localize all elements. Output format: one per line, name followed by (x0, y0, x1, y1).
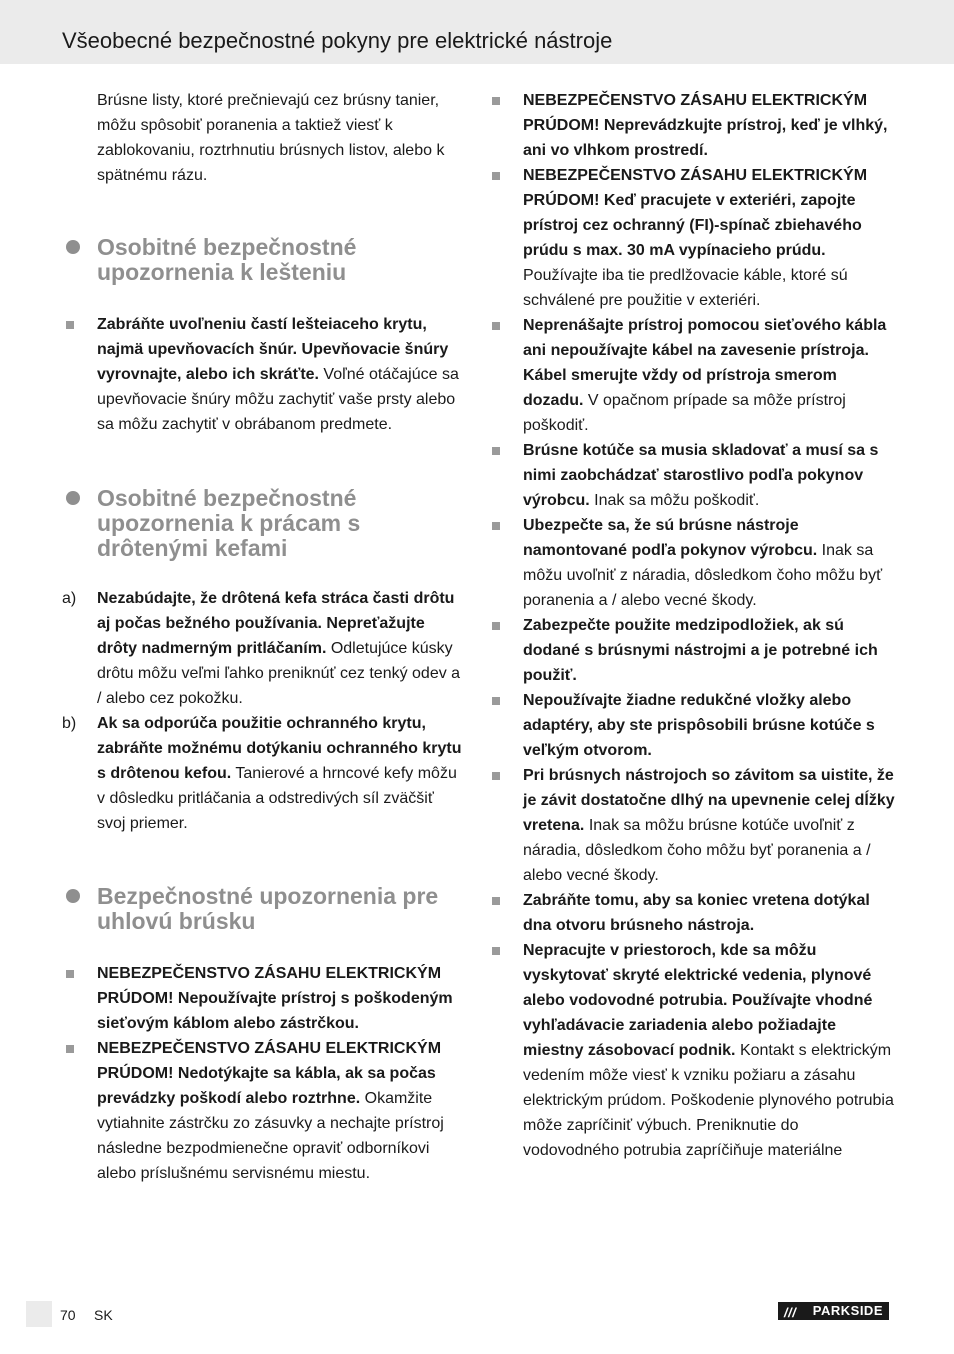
item-bold-text: NEBEZPEČENSTVO ZÁSAHU ELEKTRICKÝM PRÚDOM! Keď pracujete v exteriéri, zapojte prístroj cez ochranný (FI)-spínač zbiehavého prúdu s max. 30 mA vypínacieho prúdu. (523, 167, 868, 259)
item-bold-text: Ak sa odporúča použitie ochranného krytu, zabráňte možnému dotýkaniu ochranného krytu s drôtenou kefou. (97, 715, 462, 782)
page-number: 70 (60, 1307, 76, 1323)
item-bold-text: Pri brúsnych nástrojoch so závitom sa uistite, že je závit dostatočne dlhý na upevnenie celej dĺžky vretena. (523, 767, 895, 834)
list-item (488, 688, 898, 763)
item-bold-text: Nepoužívajte žiadne redukčné vložky alebo adaptéry, aby ste prispôsobili brúsne kotúče s veľkým otvorom. (523, 692, 875, 759)
square-bullet-icon (492, 622, 500, 630)
bullet-dot-icon (66, 491, 80, 505)
item-bold-text: Zabráňte uvoľneniu častí lešteiaceho krytu, najmä upevňovacích šnúr. Upevňovacie šnúry vyrovnajte, alebo ich skráťte. (97, 316, 449, 383)
square-bullet-icon (492, 322, 500, 330)
header-bar (0, 0, 954, 64)
heading-text: Osobitné bezpečnostné upozornenia k prácam s drôtenými kefami (97, 485, 361, 561)
right-column (488, 88, 898, 1163)
item-label: b) (62, 715, 77, 732)
item-bold-text: Ubezpečte sa, že sú brúsne nástroje namontované podľa pokynov výrobcu. (523, 517, 818, 559)
item-bold-text: NEBEZPEČENSTVO ZÁSAHU ELEKTRICKÝM PRÚDOM! Nedotýkajte sa kábla, ak sa počas prevádzky poškodí alebo roztrhne. (97, 1040, 442, 1107)
list-item (488, 88, 898, 163)
item-text: Okamžite vytiahnite zástrčku zo zásuvky a nechajte prístroj následne bezpodmienečne opraviť odborníkovi alebo príslušnému servisnému miestu. (97, 1090, 444, 1182)
logo-text: PARKSIDE (812, 1303, 883, 1318)
item-text: Inak sa môžu uvoľniť z náradia, dôsledkom čoho môžu byť poranenia a / alebo vecné škody. (523, 542, 883, 609)
item-text: Kontakt s elektrickým vedením môže viesť k vzniku požiaru a zásahu elektrickým prúdom. Poškodenie plynového potrubia môže zapríčiniť výbuch. Preniknutie do vodovodného potrubia zapríčiňuje materiálne (523, 1042, 894, 1159)
list-item (62, 961, 462, 1036)
item-bold-text: Nezabúdajte, že drôtená kefa stráca časti drôtu aj počas bežného používania. Nepreťažujte drôty nadmerným pritláčaním. (97, 590, 455, 657)
item-bold-text: Nepracujte v priestoroch, kde sa môžu vyskytovať skryté elektrické vedenia, plynové alebo vodovodné potrubia. Používajte vhodné vyhľadávacie zariadenia alebo požiadajte miestny zásobovací podnik. (523, 942, 873, 1059)
square-bullet-icon (492, 897, 500, 905)
logo-stripes-icon: /// (784, 1305, 797, 1320)
item-bold-text: NEBEZPEČENSTVO ZÁSAHU ELEKTRICKÝM PRÚDOM! Neprevádzkujte prístroj, keď je vlhký, ani vo vlhkom prostredí. (523, 92, 888, 159)
item-bold-text: Neprenášajte prístroj pomocou sieťového kábla ani nepoužívajte kábel na zavesenie prístroja. Kábel smerujte vždy od prístroja smerom dozadu. (523, 317, 887, 409)
page-title: Všeobecné bezpečnostné pokyny pre elektrické nástroje (62, 28, 613, 53)
intro-paragraph: Brúsne listy, ktoré prečnievajú cez brúsny tanier, môžu spôsobiť poranenia a taktiež viesť k zablokovaniu, roztrhnutiu brúsnych listov, alebo k spätnému rázu. (97, 92, 445, 184)
parkside-logo (778, 1302, 889, 1320)
list-item (62, 312, 462, 437)
list-item (488, 163, 898, 313)
list-item-a (62, 586, 462, 711)
footer-page-marker (26, 1301, 52, 1327)
section-heading-wire-brushes (62, 486, 462, 561)
section-heading-angle-grinder (62, 884, 462, 934)
list-item-b (62, 711, 462, 836)
square-bullet-icon (492, 772, 500, 780)
square-bullet-icon (492, 947, 500, 955)
section-heading-polishing (62, 235, 462, 285)
item-label: a) (62, 590, 77, 607)
item-text: Inak sa môžu brúsne kotúče uvoľniť z náradia, dôsledkom čoho môžu byť poranenia a / alebo vecné škody. (523, 817, 871, 884)
item-bold-text: NEBEZPEČENSTVO ZÁSAHU ELEKTRICKÝM PRÚDOM! Nepoužívajte prístroj s poškodeným sieťovým káblom alebo zástrčkou. (97, 965, 453, 1032)
square-bullet-icon (492, 97, 500, 105)
square-bullet-icon (66, 970, 74, 978)
left-column (62, 88, 462, 1186)
list-item (488, 763, 898, 888)
item-bold-text: Zabráňte tomu, aby sa koniec vretena dotýkal dna otvoru brúsneho nástroja. (523, 892, 870, 934)
list-item (488, 888, 898, 938)
square-bullet-icon (492, 697, 500, 705)
square-bullet-icon (66, 321, 74, 329)
item-text: Tanierové a hrncové kefy môžu v dôsledku pritláčania a odstredivých síl zväčšiť svoj priemer. (97, 765, 457, 832)
square-bullet-icon (492, 522, 500, 530)
square-bullet-icon (492, 447, 500, 455)
language-code: SK (94, 1307, 113, 1323)
list-item (62, 1036, 462, 1186)
item-text: Odletujúce kúsky drôtu môžu veľmi ľahko preniknúť cez tenký odev a / alebo cez pokožku. (97, 640, 461, 707)
square-bullet-icon (492, 172, 500, 180)
item-text: V opačnom prípade sa môže prístroj poškodiť. (523, 392, 846, 434)
item-bold-text: Brúsne kotúče sa musia skladovať a musí sa s nimi zaobchádzať starostlivo podľa pokynov výrobcu. (523, 442, 879, 509)
list-item (488, 613, 898, 688)
heading-text: Bezpečnostné upozornenia pre uhlovú brúsku (97, 883, 439, 934)
square-bullet-icon (66, 1045, 74, 1053)
item-text: Inak sa môžu poškodiť. (589, 492, 760, 509)
list-item (488, 438, 898, 513)
list-item (488, 313, 898, 438)
item-text: Používajte iba tie predlžovacie káble, ktoré sú schválené pre použitie v exteriéri. (523, 267, 848, 309)
item-bold-text: Zabezpečte použite medzipodložiek, ak sú dodané s brúsnymi nástrojmi a je potrebné ich použiť. (523, 617, 878, 684)
item-text: Voľné otáčajúce sa upevňovacie šnúry môžu zachytiť vaše prsty alebo sa môžu zachytiť v obrábanom predmete. (97, 366, 459, 433)
list-item (488, 938, 898, 1163)
heading-text: Osobitné bezpečnostné upozornenia k lešteniu (97, 234, 357, 285)
list-item (488, 513, 898, 613)
bullet-dot-icon (66, 889, 80, 903)
bullet-dot-icon (66, 240, 80, 254)
